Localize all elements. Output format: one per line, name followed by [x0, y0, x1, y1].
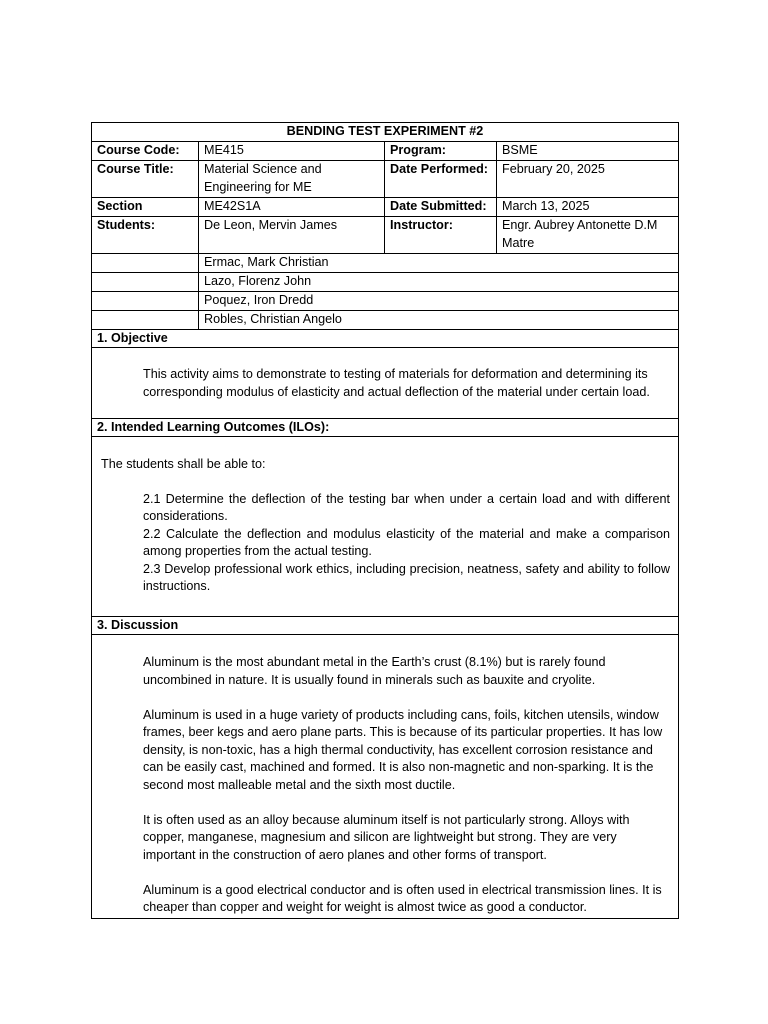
course-code-value: ME415 — [199, 142, 385, 160]
student-name: Robles, Christian Angelo — [204, 312, 342, 326]
student-row — [92, 311, 678, 330]
objective-heading-text: 1. Objective — [97, 330, 168, 345]
instructor-value: Engr. Aubrey Antonette D.M Matre — [502, 218, 658, 250]
program-label: Program: — [385, 142, 497, 160]
discussion-paragraph: Aluminum is used in a huge variety of products including cans, foils, kitchen utensils, window frames, beer kegs and aero plane parts. This is because of its particular properties. It has low density, is non-toxic, has a high thermal conductivity, has excellent corrosion resistance and can be easily cast, machined and formed. It is also non-magnetic and non-sparking. It is the second most malleable metal and the sixth most ductile. — [143, 707, 663, 792]
ilos-body — [92, 437, 678, 617]
info-row-students — [92, 217, 678, 254]
date-submitted-value: March 13, 2025 — [502, 199, 590, 213]
objective-body — [92, 348, 678, 419]
student-name: Lazo, Florenz John — [204, 274, 312, 288]
students-label: Students: — [92, 217, 199, 253]
sheet-title-text: BENDING TEST EXPERIMENT #2 — [286, 124, 484, 139]
date-performed-value: February 20, 2025 — [502, 162, 605, 176]
ilo-item: 2.1 Determine the deflection of the testing bar when under a certain load and with different considerations. — [143, 491, 670, 523]
student-row-spacer — [92, 254, 199, 272]
ilos-heading-text: 2. Intended Learning Outcomes (ILOs): — [97, 419, 330, 434]
date-performed-label: Date Performed: — [385, 161, 497, 197]
experiment-sheet — [91, 122, 679, 919]
ilos-lead: The students shall be able to: — [101, 457, 266, 471]
sheet-title — [92, 123, 678, 142]
date-submitted-label: Date Submitted: — [385, 198, 497, 216]
discussion-paragraph: Aluminum is a good electrical conductor and is often used in electrical transmission lines. It is cheaper than copper and weight for weight is almost twice as good a conductor. — [143, 882, 662, 914]
student-row — [92, 292, 678, 311]
student-row-spacer — [92, 273, 199, 291]
discussion-paragraph: It is often used as an alloy because aluminum itself is not particularly strong. Alloys with copper, manganese, magnesium and silicon are lightweight but strong. They are very important in the construction of aero planes and other forms of transport. — [143, 812, 630, 862]
discussion-paragraph: Aluminum is the most abundant metal in the Earth’s crust (8.1%) but is rarely found uncombined in nature. It is usually found in minerals such as bauxite and cryolite. — [143, 655, 606, 687]
ilos-list — [92, 491, 678, 596]
student-name: De Leon, Mervin James — [199, 217, 385, 253]
student-row-spacer — [92, 292, 199, 310]
student-row-spacer — [92, 311, 199, 329]
info-row-section — [92, 198, 678, 217]
objective-heading — [92, 330, 678, 348]
objective-text: This activity aims to demonstrate to testing of materials for deformation and determining its corresponding modulus of elasticity and actual deflection of the material under certain load. — [143, 367, 650, 399]
discussion-heading — [92, 617, 678, 635]
program-value: BSME — [502, 143, 538, 157]
instructor-label: Instructor: — [385, 217, 497, 253]
info-row-course-title — [92, 161, 678, 198]
student-name: Ermac, Mark Christian — [204, 255, 329, 269]
course-title-value: Material Science and Engineering for ME — [199, 161, 385, 197]
section-label: Section — [92, 198, 199, 216]
discussion-heading-text: 3. Discussion — [97, 617, 179, 632]
student-name: Poquez, Iron Dredd — [204, 293, 314, 307]
student-row — [92, 273, 678, 292]
student-row — [92, 254, 678, 273]
section-value: ME42S1A — [199, 198, 385, 216]
ilos-heading — [92, 419, 678, 437]
course-title-label: Course Title: — [92, 161, 199, 197]
ilo-item: 2.2 Calculate the deflection and modulus elasticity of the material and make a comparison among properties from the actual testing. — [143, 526, 670, 558]
discussion-body — [92, 635, 678, 918]
course-code-label: Course Code: — [92, 142, 199, 160]
info-row-course-code — [92, 142, 678, 161]
ilo-item: 2.3 Develop professional work ethics, including precision, neatness, safety and ability to follow instructions. — [143, 561, 670, 593]
